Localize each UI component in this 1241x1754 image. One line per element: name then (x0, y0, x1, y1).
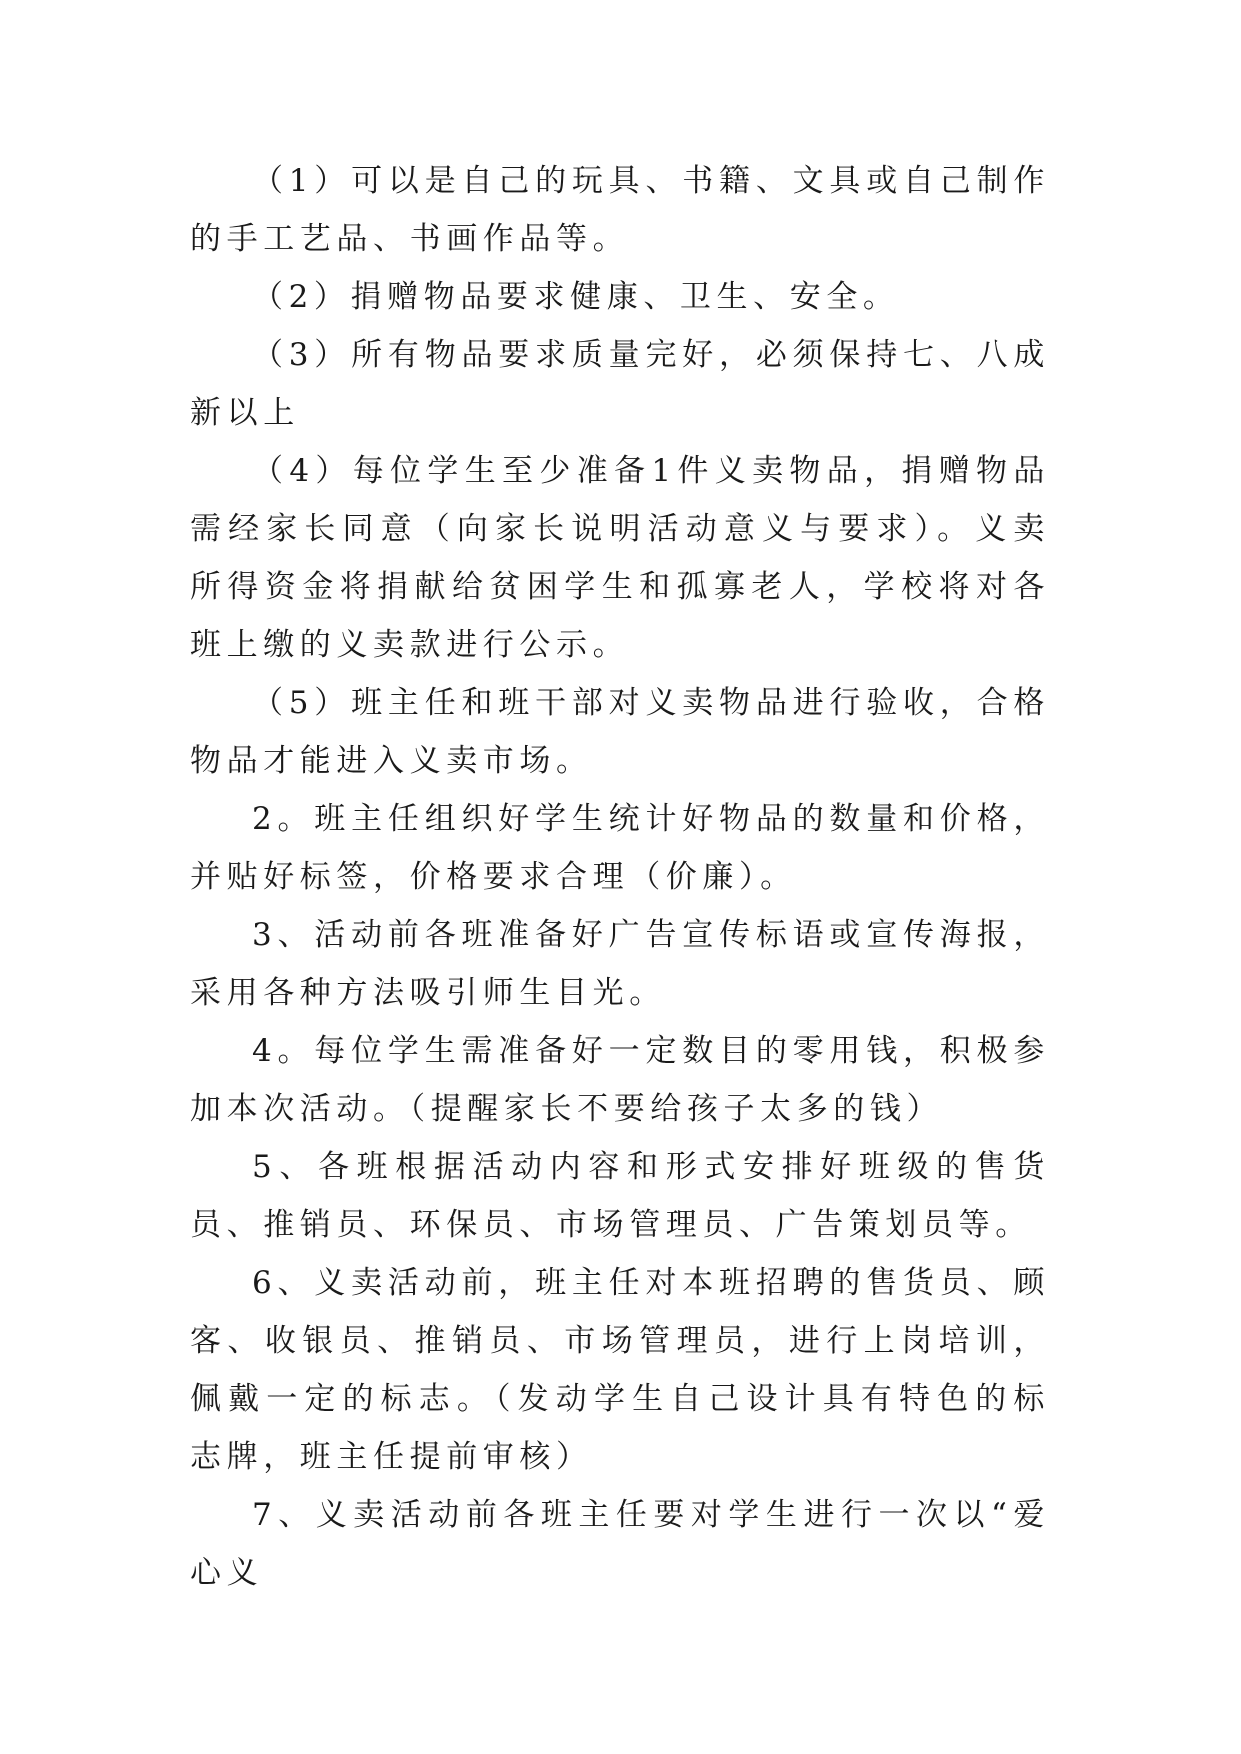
paragraph-step-5: 5、各班根据活动内容和形式安排好班级的售货员、推销员、环保员、市场管理员、广告策划员等。 (190, 1149, 1050, 1243)
paragraph-item-requirement-2: （2）捐赠物品要求健康、卫生、安全。 (252, 279, 900, 315)
paragraph-step-6: 6、义卖活动前，班主任对本班招聘的售货员、顾客、收银员、推销员、市场管理员，进行上岗培训，佩戴一定的标志。（发动学生自己设计具有特色的标志牌，班主任提前审核） (190, 1265, 1050, 1475)
paragraph-item-requirement-4: （4）每位学生至少准备1件义卖物品，捐赠物品需经家长同意（向家长说明活动意义与要求）。义卖所得资金将捐献给贫困学生和孤寡老人，学校将对各班上缴的义卖款进行公示。 (190, 453, 1050, 663)
paragraph-item-requirement-1: （1）可以是自己的玩具、书籍、文具或自己制作的手工艺品、书画作品等。 (190, 163, 1050, 257)
paragraph-step-2: 2。班主任组织好学生统计好物品的数量和价格，并贴好标签，价格要求合理（价廉）。 (190, 801, 1050, 895)
paragraph-step-7: 7、义卖活动前各班主任要对学生进行一次以“爱心义 (190, 1497, 1050, 1591)
document-body (190, 152, 1050, 1602)
paragraph-step-4: 4。每位学生需准备好一定数目的零用钱，积极参加本次活动。（提醒家长不要给孩子太多的钱） (190, 1033, 1050, 1127)
paragraph-item-requirement-5: （5）班主任和班干部对义卖物品进行验收，合格物品才能进入义卖市场。 (190, 685, 1050, 779)
paragraph-step-3: 3、活动前各班准备好广告宣传标语或宣传海报，采用各种方法吸引师生目光。 (190, 917, 1050, 1011)
paragraph-item-requirement-3: （3）所有物品要求质量完好，必须保持七、八成新以上 (190, 337, 1050, 431)
